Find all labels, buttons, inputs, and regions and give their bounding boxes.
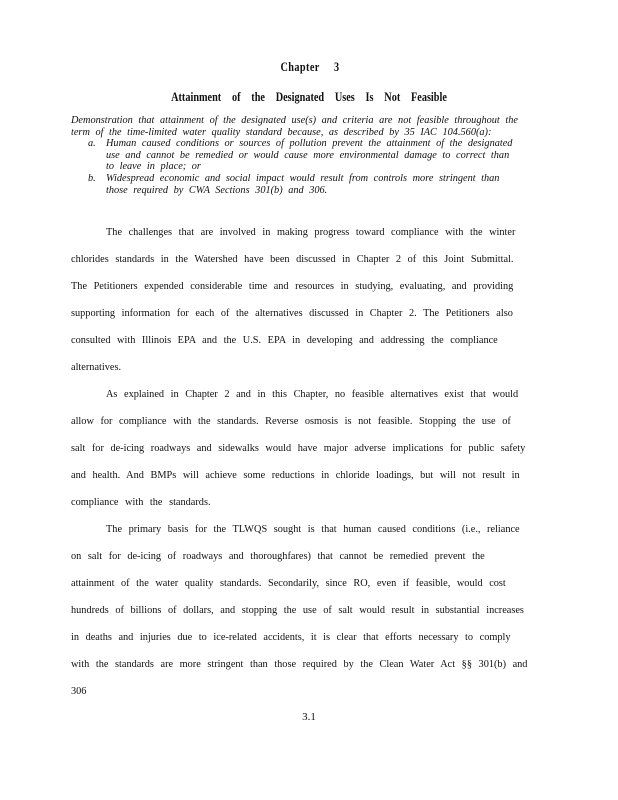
criteria-list [71, 138, 521, 196]
criteria-intro: Demonstration that attainment of the designated use(s) and criteria are not feasible throughout the term of the time-limited water quality standard because, as described by 35 IAC 104.560(a): [71, 115, 518, 138]
body-text [71, 219, 531, 705]
criteria-item-marker: b. [88, 172, 96, 184]
criteria-item-marker: a. [88, 138, 96, 150]
criteria-item-a [71, 138, 521, 173]
paragraph-no-feasible-alternatives: As explained in Chapter 2 and in this Chapter, no feasible alternatives exist that would allow for compliance with the standards. Reverse osmosis is not feasible. Stopping the use of salt for de-icing roadways and sidewalks would have major adverse implications for public safety and health. And BMPs will achieve some reductions in chloride loadings, but will not result in compliance with the standards. [71, 389, 526, 508]
criteria-block [71, 115, 521, 196]
chapter-title: Chapter 3 [280, 60, 340, 74]
section-title: Attainment of the Designated Uses Is Not Feasible [171, 90, 447, 104]
page-number: 3.1 [302, 711, 316, 723]
paragraph-challenges: The challenges that are involved in making progress toward compliance with the winter chlorides standards in the Watershed have been discussed in Chapter 2 of this Joint Submittal. The Petitioners expended considerable time and resources in studying, evaluating, and providing supporting information for each of the alternatives discussed in Chapter 2. The Petitioners also consulted with Illinois EPA and the U.S. EPA in developing and addressing the compliance alternatives. [71, 227, 516, 373]
criteria-item-text: Human caused conditions or sources of pollution prevent the attainment of the designated use and cannot be remedied or would cause more environmental damage to correct than to leave in place; or [106, 138, 513, 173]
paragraph-primary-basis: The primary basis for the TLWQS sought is that human caused conditions (i.e., reliance on salt for de-icing of roadways and thoroughfares) that cannot be remedied prevent the attainment of the water quality standards. Secondarily, since RO, even if feasible, would cost hundreds of billions of dollars, and stopping the use of salt would result in substantial increases in deaths and injuries due to ice-related accidents, it is clear that efforts necessary to comply with the standards are more stringent than those required by the Clean Water Act §§ 301(b) and 306 [71, 524, 528, 697]
criteria-item-b [71, 173, 521, 196]
criteria-item-text: Widespread economic and social impact would result from controls more stringent than those required by CWA Sections 301(b) and 306. [106, 172, 500, 196]
